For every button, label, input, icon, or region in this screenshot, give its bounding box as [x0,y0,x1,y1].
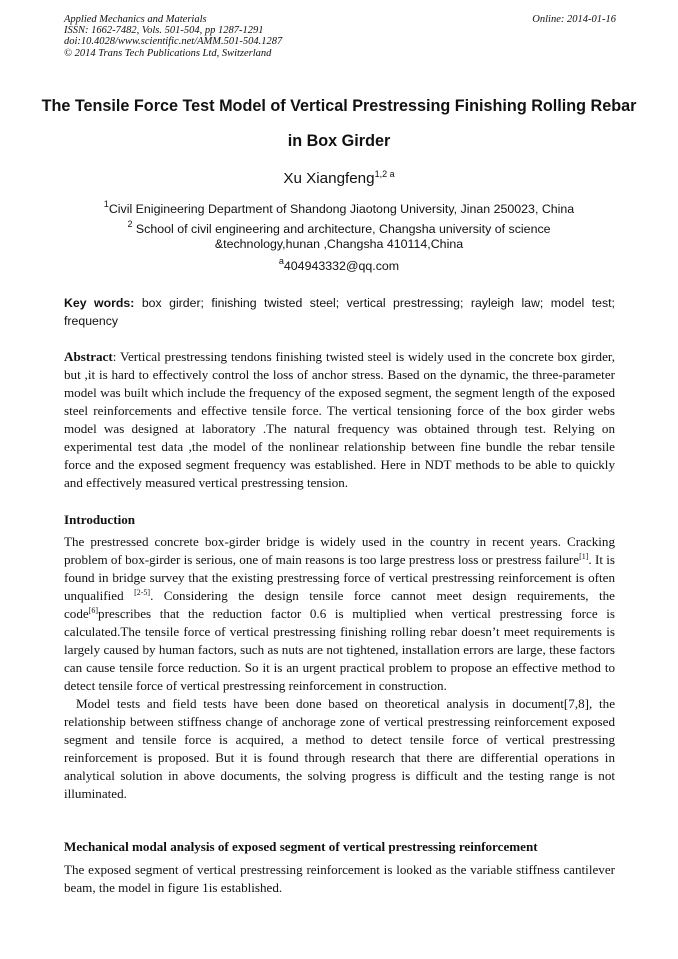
affiliation-email [90,256,588,274]
abstract [64,348,615,492]
introduction-heading: Introduction [64,512,136,527]
citation-2-5: [2-5] [134,588,151,597]
intro-text-segment: . It is found in bridge survey that the existing prestressing force of vertical prestressing reinforcement is often unqualified [64,552,615,603]
journal-header [64,14,616,59]
affiliation-2-text: School of civil engineering and architecture, Changsha university of science &technology,hunan ,Changsha 410114,China [132,222,551,251]
affiliation-2-marker: 2 [127,219,133,229]
introduction-body [64,533,615,803]
doi-line[interactable]: doi:10.4028/www.scientific.net/AMM.501-504.1287 [64,36,283,48]
online-date: Online: 2014-01-16 [532,14,616,25]
affiliation-1 [90,199,588,217]
paper-title: The Tensile Force Test Model of Vertical Prestressing Finishing Rolling Rebar in Box Girder [41,97,637,150]
author-superscript: 1,2 a [374,169,395,179]
introduction-paragraph-1 [64,533,615,695]
copyright-line: © 2014 Trans Tech Publications Ltd, Switzerland [64,47,272,59]
mechanical-analysis-heading: Mechanical modal analysis of exposed segment of vertical prestressing reinforcement [64,839,538,854]
abstract-label: Abstract [64,349,113,364]
journal-name: Applied Mechanics and Materials [64,14,207,25]
keywords-text: box girder; finishing twisted steel; vertical prestressing; rayleigh law; model test; frequency [64,296,615,328]
affiliation-1-text: Civil Enigineering Department of Shandong Jiaotong University, Jinan 250023, China [108,202,575,216]
mechanical-analysis-text: The exposed segment of vertical prestressing reinforcement is looked as the variable stiffness cantilever beam, the model in figure 1is established. [64,862,615,895]
author-email[interactable]: 404943332@qq.com [283,259,400,273]
keywords [64,294,615,330]
keywords-label: Key words: [64,296,135,310]
affiliation-2 [90,219,588,252]
intro-text-segment: prescribes that the reduction factor 0.6 is multiplied when vertical prestressing force is calculated.The tensile force of vertical prestressing finishing rolling rebar doesn’t meet requirements is largely caused by human factors, such as nuts are not tightened, installation errors are large, these factors can cause tensile force reduction. So it is an urgent practical problem to propose an effective method to detect tensile force of vertical prestressing reinforcement in construction. [64,606,615,693]
affiliation-1-marker: 1 [103,199,109,209]
introduction-paragraph-2: Model tests and field tests have been done based on theoretical analysis in document[7,8], the relationship between stiffness change of anchorage zone of vertical prestressing reinforcement exposed segment and tensile force is acquired, a method to detect tensile force of vertical prestressing reinforcement is proposed. But it is found through research that there are differential operations in analytical solution in above documents, the solving progress is difficult and the testing range is not illuminated. [64,696,615,801]
abstract-text: : Vertical prestressing tendons finishing twisted steel is widely used in the concrete box girder, but ,it is hard to effectively control the loss of anchor stress. Based on the dynamic, the three-parameter model was built which include the frequency of the exposed segment, the segment length of the exposed steel reinforcements and effective tensile force. The vertical tensioning force of the box girder webs model was designed at laboratory .The natural frequency was obtained through test. Relying on experimental test data ,the model of the nonlinear relationship between fine bundle the rebar tensile force and the exposed segment frequency was established. Here in NDT methods to be able to quickly and effectively measured vertical prestressing tension. [64,349,615,490]
author-name: Xu Xiangfeng [283,170,375,187]
citation-1: [1] [579,552,589,561]
intro-text-segment: . Considering the design tensile force cannot meet design requirements, the code [64,588,615,621]
author-line [0,170,678,187]
citation-6: [6] [88,606,99,615]
email-marker: a [278,256,284,266]
issn-line: ISSN: 1662-7482, Vols. 501-504, pp 1287-1291 [64,25,264,37]
intro-text-segment: The prestressed concrete box-girder bridge is widely used in the country in recent years. Cracking problem of box-girder is serious, one of main reasons is too large prestress loss or prestress failure [64,534,615,567]
